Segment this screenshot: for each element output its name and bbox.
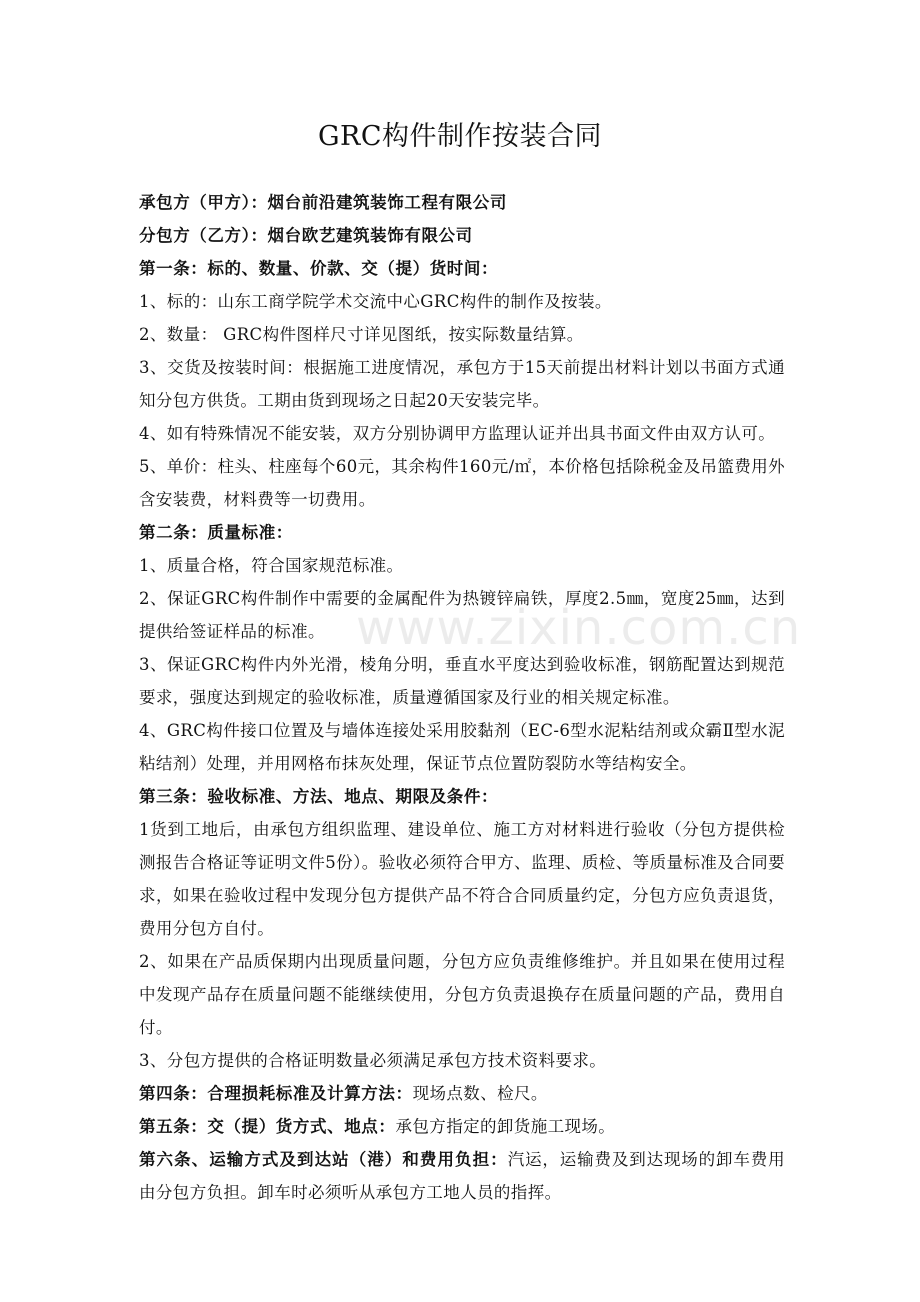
watermark: www.zixin.com.cn — [356, 600, 802, 656]
article-6-text: 汽运，运输费及到达现场的卸车费用由分包方负担。卸车时必须听从承包方工地人员的指挥。 — [139, 1150, 785, 1202]
article-3-item: 2、如果在产品质保期内出现质量问题，分包方应负责维修维护。并且如果在使用过程中发现产品存在质量问题不能继续使用，分包方负责退换存在质量问题的产品，费用自付。 — [139, 952, 785, 1037]
article-5-heading: 第五条：交（提）货方式、地点： — [139, 1117, 396, 1136]
article-2-item: 1、质量合格，符合国家规范标准。 — [139, 556, 404, 575]
article-4-line — [139, 1077, 785, 1110]
article-2-item: 3、保证GRC构件内外光滑，棱角分明，垂直水平度达到验收标准，钢筋配置达到规范要求，强度达到规定的验收标准，质量遵循国家及行业的相关规定标准。 — [139, 655, 785, 707]
article-1-item: 2、数量： GRC构件图样尺寸详见图纸，按实际数量结算。 — [139, 325, 584, 344]
page-title: GRC构件制作按装合同 — [317, 121, 603, 152]
article-1-item: 5、单价：柱头、柱座每个60元，其余构件160元/㎡，本价格包括除税金及吊篮费用外含安装费，材料费等一切费用。 — [139, 457, 785, 509]
article-2-heading: 第二条：质量标准： — [139, 523, 293, 542]
article-3-heading: 第三条：验收标准、方法、地点、期限及条件： — [139, 787, 499, 806]
article-5-line — [139, 1110, 785, 1143]
article-6-line — [139, 1143, 785, 1209]
article-2-item: 4、GRC构件接口位置及与墙体连接处采用胶黏剂（EC-6型水泥粘结剂或众霸Ⅱ型水泥粘结剂）处理，并用网格布抹灰处理，保证节点位置防裂防水等结构安全。 — [139, 721, 785, 773]
article-5-text: 承包方指定的卸货施工现场。 — [395, 1117, 616, 1136]
subcontractor-line: 分包方（乙方）：烟台欧艺建筑装饰有限公司 — [139, 226, 473, 245]
contract-body — [139, 186, 802, 1209]
article-1-item: 4、如有特殊情况不能安装，双方分别协调甲方监理认证并出具书面文件由双方认可。 — [139, 424, 776, 443]
article-1-item: 1、标的：山东工商学院学术交流中心GRC构件的制作及按装。 — [139, 292, 612, 311]
article-1-heading: 第一条：标的、数量、价款、交（提）货时间： — [139, 259, 499, 278]
article-1-item: 3、交货及按装时间：根据施工进度情况，承包方于15天前提出材料计划以书面方式通知分包方供货。工期由货到现场之日起20天安装完毕。 — [139, 358, 785, 410]
contractor-line: 承包方（甲方）：烟台前沿建筑装饰工程有限公司 — [139, 193, 507, 212]
article-6-heading: 第六条、运输方式及到达站（港）和费用负担： — [139, 1150, 508, 1169]
article-4-text: 现场点数、检尺。 — [412, 1084, 548, 1103]
article-4-heading: 第四条：合理损耗标准及计算方法： — [139, 1084, 413, 1103]
article-2-item: 2、保证GRC构件制作中需要的金属配件为热镀锌扁铁，厚度2.5㎜，宽度25㎜，达到提供给签证样品的标准。 — [139, 589, 785, 641]
article-3-item: 1货到工地后，由承包方组织监理、建设单位、施工方对材料进行验收（分包方提供检测报告合格证等证明文件5份）。验收必须符合甲方、监理、质检、等质量标准及合同要求，如果在验收过程中发现分包方提供产品不符合合同质量约定，分包方应负责退货，费用分包方自付。 — [139, 820, 785, 938]
article-3-item: 3、分包方提供的合格证明数量必须满足承包方技术资料要求。 — [139, 1051, 607, 1070]
